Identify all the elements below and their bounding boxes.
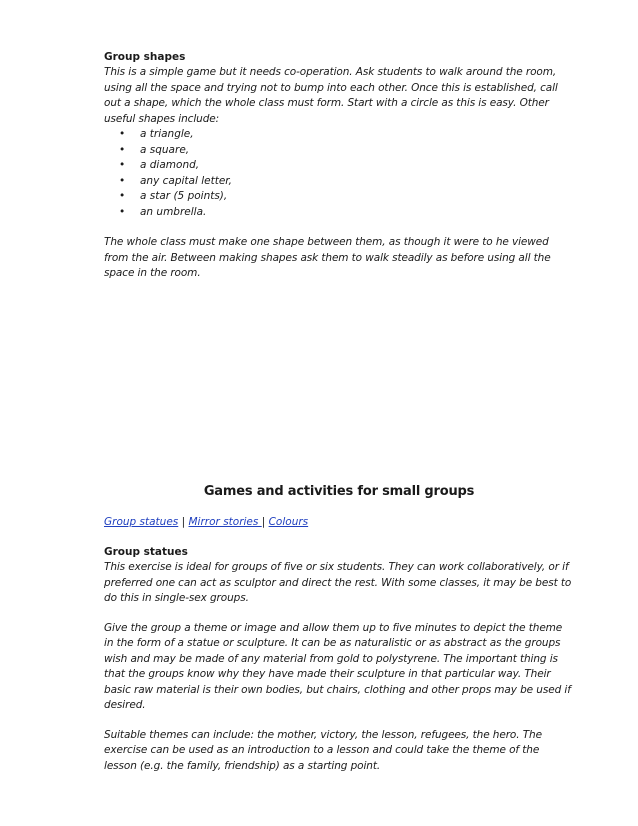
list-item: • a star (5 points), — [104, 189, 574, 205]
group-statues-heading: Group statues — [104, 546, 188, 558]
group-statues-section — [104, 545, 574, 774]
bullet-icon: • — [119, 174, 126, 187]
bullet-icon: • — [119, 205, 126, 218]
shapes-list — [104, 127, 574, 220]
section-links — [104, 515, 574, 530]
bullet-icon: • — [119, 190, 126, 202]
group-statues-paragraph-2: Give the group a theme or image and allow them up to five minutes to depict the theme in the form of a statue or sculpture. It can be as naturalistic or as abstract as the groups wish and may be made of any material from gold to polystyrene. The important thing is that the groups know why they have made their sculpture in that particular way. Their basic raw material is their own bodies, but chairs, clothing and other props may be used if desired. — [104, 621, 571, 711]
link-separator: | — [261, 516, 266, 528]
bullet-icon: • — [119, 143, 126, 156]
link-mirror-stories[interactable]: Mirror stories — [188, 516, 262, 528]
group-shapes-section — [104, 50, 574, 282]
list-item: • a square, — [104, 143, 574, 159]
list-item: • a diamond, — [104, 158, 574, 174]
link-group-statues[interactable]: Group statues — [104, 516, 179, 528]
section-title: Games and activities for small groups — [203, 484, 475, 499]
list-item: • a triangle, — [104, 127, 574, 143]
group-shapes-outro: The whole class must make one shape between them, as though it were to he viewed from the air. Between making shapes ask them to walk steadily as before using all the space in the room. — [104, 236, 551, 279]
group-statues-paragraph-3: Suitable themes can include: the mother, victory, the lesson, refugees, the hero. The exercise can be used as an introduction to a lesson and could take the theme of the lesson (e.g. the family, friendship) as a starting point. — [104, 728, 542, 772]
bullet-icon: • — [119, 159, 126, 171]
list-item: • an umbrella. — [104, 205, 574, 221]
link-separator: | — [181, 516, 186, 528]
group-shapes-intro: This is a simple game but it needs co-operation. Ask students to walk around the room, using all the space and trying not to bump into each other. Once this is established, call out a shape, which the whole class must form. Start with a circle as this is easy. Other useful shapes include: — [104, 66, 558, 125]
list-item: • any capital letter, — [104, 174, 574, 190]
link-colours[interactable]: Colours — [268, 516, 309, 528]
group-shapes-heading: Group shapes — [104, 51, 186, 63]
group-statues-paragraph-1: This exercise is ideal for groups of five or six students. They can work collaboratively, or if preferred one can act as sculptor and direct the rest. With some classes, it may be best to do this in single-sex groups. — [104, 561, 572, 604]
bullet-icon: • — [119, 128, 126, 140]
